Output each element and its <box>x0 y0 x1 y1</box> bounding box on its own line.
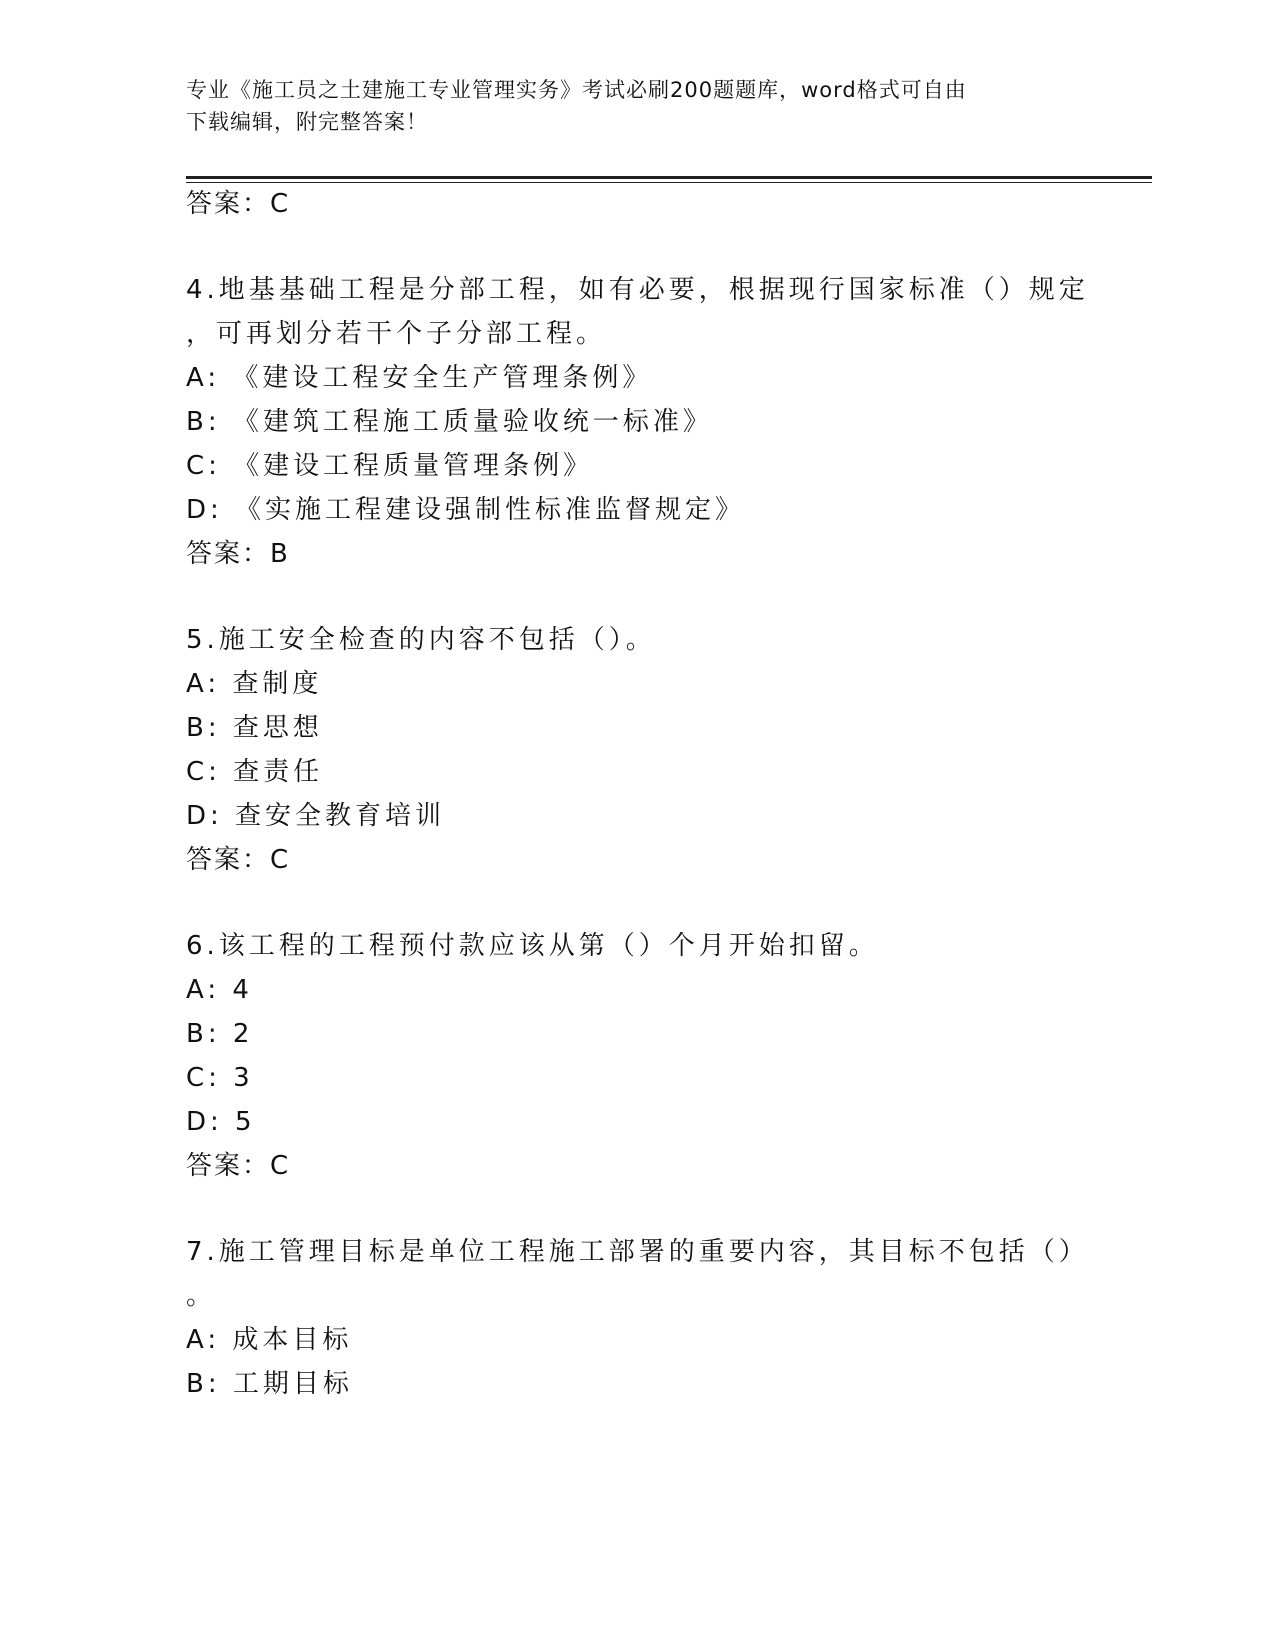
question-4-option-d: D: 《实施工程建设强制性标准监督规定》 <box>186 495 746 525</box>
question-6-answer: 答案：C <box>186 1151 291 1181</box>
question-5-option-c: C: 查责任 <box>186 757 324 787</box>
question-7-option-b: B: 工期目标 <box>186 1369 353 1399</box>
document-header <box>186 74 1076 138</box>
question-4-stem-line-1: 4.地基基础工程是分部工程，如有必要，根据现行国家标准（）规定 <box>186 275 1089 305</box>
question-7-stem-line-1: 7.施工管理目标是单位工程施工部署的重要内容，其目标不包括（） <box>186 1237 1089 1267</box>
question-6-option-d: D: 5 <box>186 1107 256 1137</box>
question-5-answer: 答案：C <box>186 845 291 875</box>
question-6-option-b: B: 2 <box>186 1019 254 1049</box>
header-line-1: 专业《施工员之土建施工专业管理实务》考试必刷200题题库，word格式可自由 <box>186 78 967 102</box>
question-7-option-a: A: 成本目标 <box>186 1325 353 1355</box>
question-6-stem: 6.该工程的工程预付款应该从第（）个月开始扣留。 <box>186 931 879 961</box>
question-6-option-c: C: 3 <box>186 1063 254 1093</box>
header-rule-thin <box>186 182 1152 183</box>
question-4-option-c: C: 《建设工程质量管理条例》 <box>186 451 594 481</box>
header-line-2: 下载编辑，附完整答案！ <box>186 110 428 134</box>
header-rule-thick <box>186 176 1152 179</box>
question-5-stem: 5.施工安全检查的内容不包括（）。 <box>186 625 656 655</box>
question-5-option-b: B: 查思想 <box>186 713 323 743</box>
question-4-option-b: B: 《建筑工程施工质量验收统一标准》 <box>186 407 713 437</box>
question-5-option-a: A: 查制度 <box>186 669 323 699</box>
question-4-answer: 答案：B <box>186 539 290 569</box>
answer-prev: 答案：C <box>186 189 291 219</box>
question-5-option-d: D: 查安全教育培训 <box>186 801 446 831</box>
question-7-stem-line-2: 。 <box>186 1281 217 1311</box>
question-6-option-a: A: 4 <box>186 975 253 1005</box>
question-4-stem-line-2: ，可再划分若干个子分部工程。 <box>186 319 607 349</box>
question-4-option-a: A: 《建设工程安全生产管理条例》 <box>186 363 653 393</box>
